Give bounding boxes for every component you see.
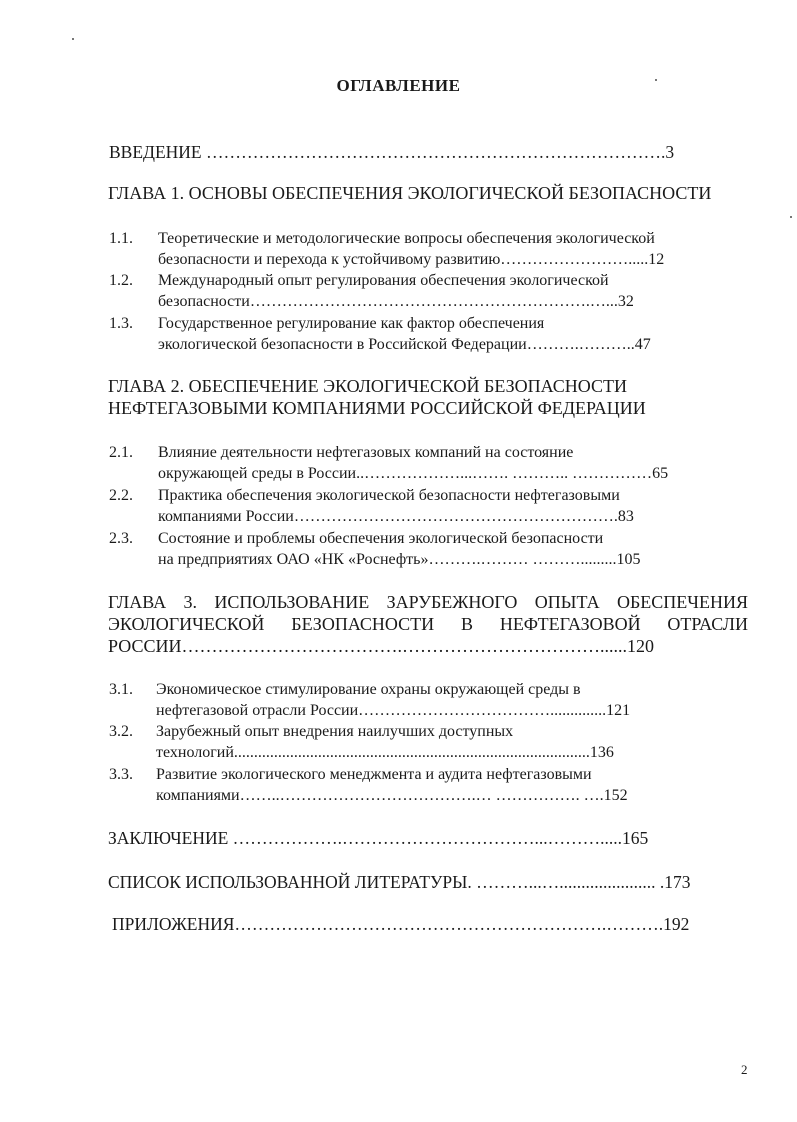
section-title-line: компаниями России…………………………………………………….83 (158, 508, 634, 525)
section-title-line: Практика обеспечения экологической безопасности нефтегазовыми (158, 487, 620, 504)
section-number: 2.2. (109, 487, 133, 504)
chapter3-heading-line1: ГЛАВА 3. ИСПОЛЬЗОВАНИЕ ЗАРУБЕЖНОГО ОПЫТА ОБЕСПЕЧЕНИЯ (108, 592, 748, 612)
section-number: 3.1. (109, 681, 133, 698)
page-number: 2 (741, 1062, 748, 1077)
section-title-line: Влияние деятельности нефтегазовых компаний на состояние (158, 444, 574, 461)
chapter3-heading-line2: ЭКОЛОГИЧЕСКОЙ БЕЗОПАСНОСТИ В НЕФТЕГАЗОВОЙ ОТРАСЛИ (108, 614, 748, 634)
section-title-line: Государственное регулирование как фактор обеспечения (158, 315, 545, 332)
section-number: 1.2. (109, 272, 133, 289)
section-title-line: Зарубежный опыт внедрения наилучших доступных (156, 723, 514, 740)
section-title-line: Развитие экологического менеджмента и аудита нефтегазовыми (156, 766, 592, 783)
section-title-line: безопасности……………………………………………………….…...32 (158, 293, 634, 310)
section-number: 2.3. (109, 530, 133, 547)
section-title-line: на предприятиях ОАО «НК «Роснефть»……….……… ……….........105 (158, 551, 641, 568)
section-title-line: компаниями……..……………………………….… ……………. ….152 (156, 787, 628, 804)
section-title-line: экологической безопасности в Российской Федерации……….………..47 (158, 336, 651, 353)
toc-references: СПИСОК ИСПОЛЬЗОВАННОЙ ЛИТЕРАТУРЫ. ………...…...................... .173 (108, 872, 691, 892)
section-title-line: окружающей среды в России..………………...……. ……….. ……………65 (158, 465, 669, 482)
section-title-line: нефтегазовой отрасли России………………………………..............121 (156, 702, 631, 719)
scan-speck (72, 38, 74, 40)
section-number: 1.1. (109, 230, 133, 247)
chapter2-heading-line2: НЕФТЕГАЗОВЫМИ КОМПАНИЯМИ РОССИЙСКОЙ ФЕДЕРАЦИИ (108, 398, 646, 418)
section-title-line: Теоретические и методологические вопросы обеспечения экологической (158, 230, 655, 247)
toc-appendices: ПРИЛОЖЕНИЯ……………………………………………………….……….192 (112, 914, 690, 934)
section-number: 2.1. (109, 444, 133, 461)
page-title: ОГЛАВЛЕНИЕ (336, 76, 461, 95)
toc-intro: ВВЕДЕНИЕ …………………………………………………………………….3 (109, 142, 675, 162)
chapter3-heading (108, 591, 748, 635)
section-title-line: безопасности и перехода к устойчивому развитию…………………….....12 (158, 251, 665, 268)
section-number: 3.2. (109, 723, 133, 740)
scan-speck (790, 216, 792, 218)
section-title-line: Экономическое стимулирование охраны окружающей среды в (156, 681, 581, 698)
chapter1-heading: ГЛАВА 1. ОСНОВЫ ОБЕСПЕЧЕНИЯ ЭКОЛОГИЧЕСКОЙ БЕЗОПАСНОСТИ (108, 183, 712, 203)
section-title-line: технологий.........................................................................................136 (156, 744, 614, 761)
chapter2-heading-line1: ГЛАВА 2. ОБЕСПЕЧЕНИЕ ЭКОЛОГИЧЕСКОЙ БЕЗОПАСНОСТИ (108, 376, 627, 396)
chapter3-heading-line3: РОССИИ……………………………….……………………………......120 (108, 636, 654, 656)
section-number: 1.3. (109, 315, 133, 332)
section-title-line: Международный опыт регулирования обеспечения экологической (158, 272, 609, 289)
toc-conclusion: ЗАКЛЮЧЕНИЕ ……………….……………………………...……….....165 (108, 828, 649, 848)
section-number: 3.3. (109, 766, 133, 783)
scan-speck (655, 79, 657, 81)
section-title-line: Состояние и проблемы обеспечения экологической безопасности (158, 530, 604, 547)
